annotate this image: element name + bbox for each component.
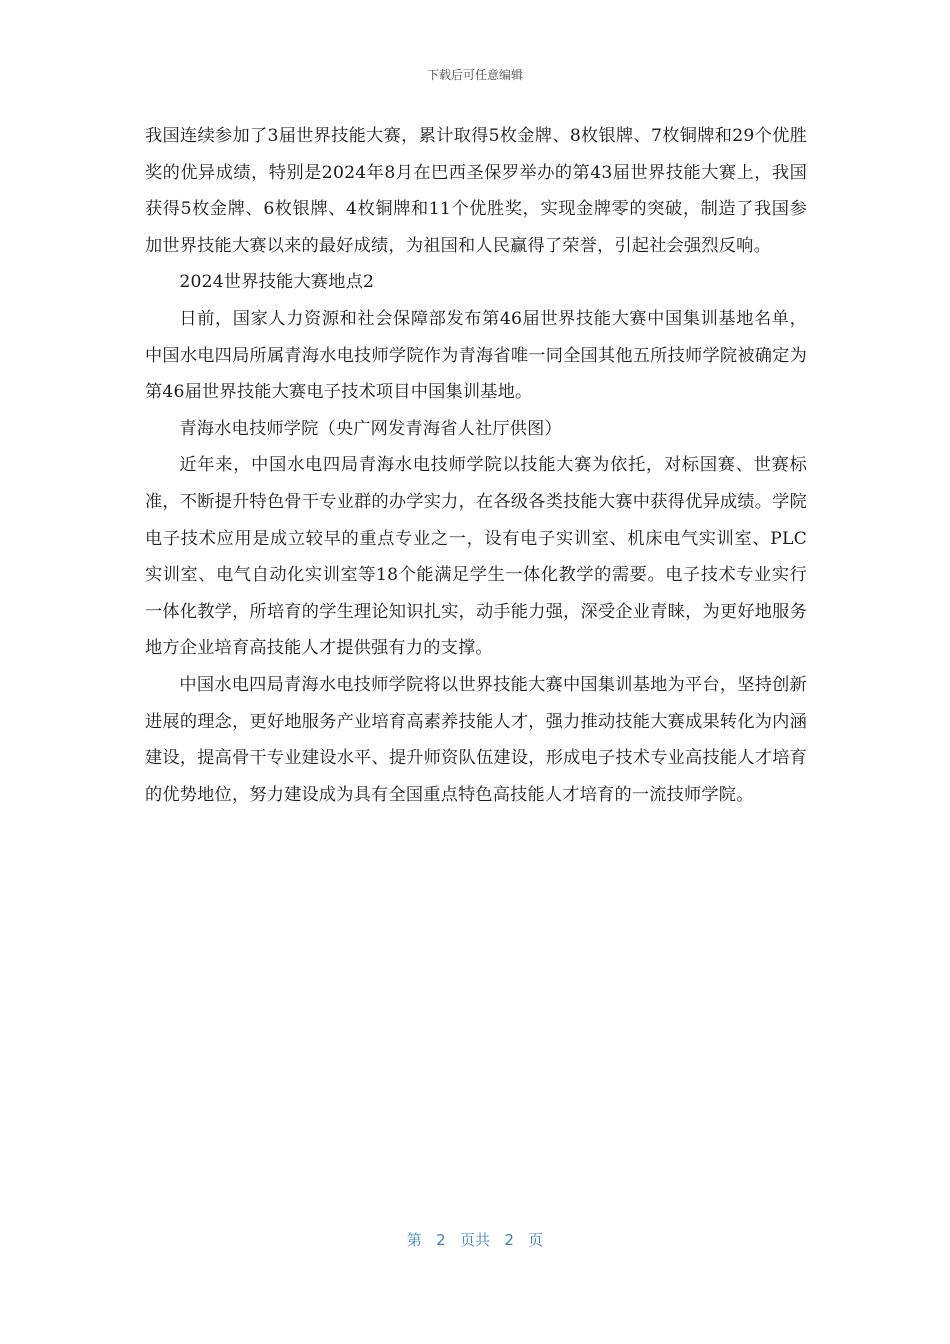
- header-text: 下载后可任意编辑: [426, 68, 523, 82]
- page-number-suffix: 页: [528, 1231, 544, 1249]
- paragraph-4-caption: 青海水电技师学院（央广网发青海省人社厅供图）: [179, 418, 562, 439]
- page-header: [0, 66, 950, 83]
- page-number-middle: 页共: [459, 1231, 490, 1249]
- paragraph-1: 我国连续参加了3届世界技能大赛，累计取得5枚金牌、8枚银牌、7枚铜牌和29个优胜奖的优异成绩，特别是2024年8月在巴西圣保罗举办的第43届世界技能大赛上，我国获得5枚金牌、6枚银牌、4枚铜牌和11个优胜奖，实现金牌零的突破，制造了我国参加世界技能大赛以来的最好成绩，为祖国和人民赢得了荣誉，引起社会强烈反响。: [145, 126, 807, 256]
- paragraph-2-subtitle: 2024世界技能大赛地点2: [179, 272, 375, 293]
- paragraph-6: 中国水电四局青海水电技师学院将以世界技能大赛中国集训基地为平台，坚持创新进展的理念，更好地服务产业培育高素养技能人才，强力推动技能大赛成果转化为内涵建设，提高骨干专业建设水平、提升师资队伍建设，形成电子技术专业高技能人才培育的优势地位，努力建设成为具有全国重点特色高技能人才培育的一流技师学院。: [145, 674, 807, 805]
- page-number-prefix: 第: [406, 1231, 422, 1249]
- page-footer: [0, 1229, 950, 1250]
- page-number-total: 2: [504, 1231, 514, 1249]
- paragraph-3: 日前，国家人力资源和社会保障部发布第46届世界技能大赛中国集训基地名单，中国水电四局所属青海水电技师学院作为青海省唯一同全国其他五所技师学院被确定为第46届世界技能大赛电子技术项目中国集训基地。: [145, 308, 807, 403]
- paragraph-5: 近年来，中国水电四局青海水电技师学院以技能大赛为依托，对标国赛、世赛标准，不断提升特色骨干专业群的办学实力，在各级各类技能大赛中获得优异成绩。学院电子技术应用是成立较早的重点专业之一，设有电子实训室、机床电气实训室、PLC实训室、电气自动化实训室等18个能满足学生一体化教学的需要。电子技术专业实行一体化教学，所培育的学生理论知识扎实，动手能力强，深受企业青睐，为更好地服务地方企业培育高技能人才提供强有力的支撑。: [145, 455, 807, 659]
- page-number-current: 2: [436, 1231, 446, 1249]
- document-body: [145, 118, 807, 813]
